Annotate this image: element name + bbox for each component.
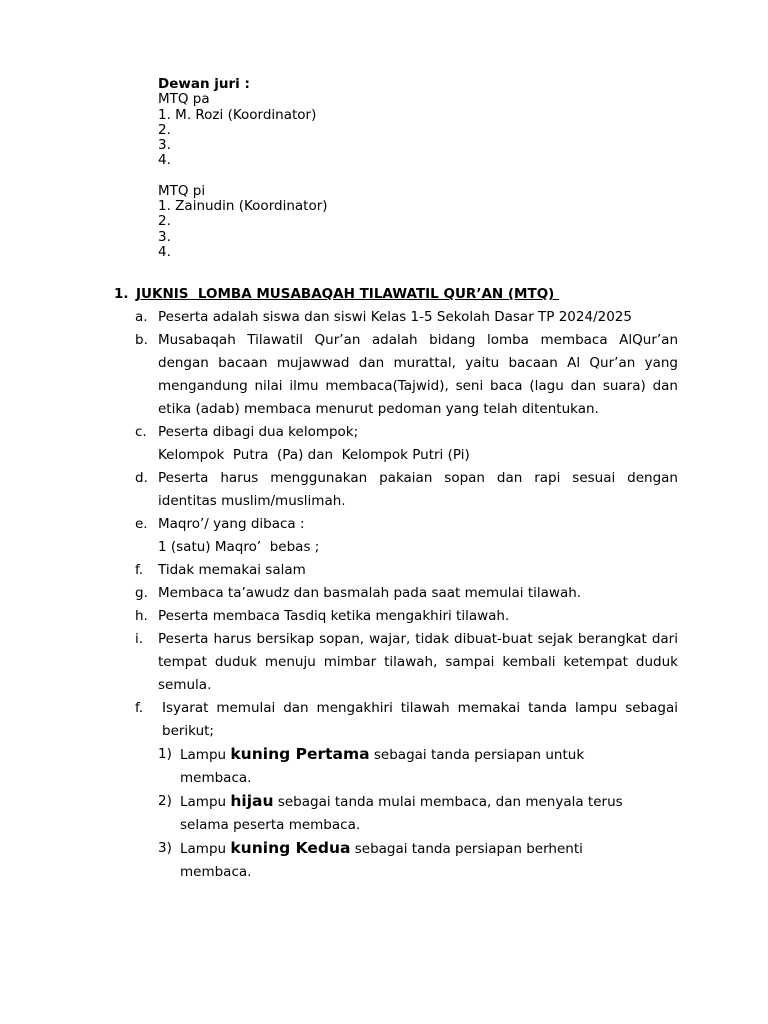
list-marker: f. bbox=[135, 700, 144, 716]
list-item bbox=[130, 421, 678, 467]
lamp-text-pre: Lampu bbox=[180, 794, 231, 810]
lamp-text-post: sebagai tanda persiapan untuk bbox=[369, 747, 585, 763]
jury-pa-member: 4. bbox=[158, 152, 171, 169]
list-item bbox=[130, 559, 678, 582]
lamp-text-post: sebagai tanda mulai membaca, dan menyala terus bbox=[273, 794, 623, 810]
lamp-text-post: sebagai tanda persiapan berhenti bbox=[350, 841, 583, 857]
list-item-text: Peserta harus menggunakan pakaian sopan dan rapi sesuai dengan identitas muslim/muslimah. bbox=[158, 470, 678, 509]
list-marker: g. bbox=[135, 585, 148, 601]
jury-pi-member: 3. bbox=[158, 228, 171, 245]
jury-pi-label: MTQ pi bbox=[158, 182, 206, 199]
list-marker: b. bbox=[135, 332, 148, 348]
list-item-text: Membaca ta’awudz dan basmalah pada saat memulai tilawah. bbox=[158, 585, 582, 601]
jury-title: Dewan juri : bbox=[158, 76, 250, 92]
list-marker: h. bbox=[135, 608, 148, 624]
lamp-item bbox=[158, 837, 678, 884]
list-item bbox=[130, 467, 678, 513]
jury-section bbox=[158, 77, 328, 260]
list-item-text: Peserta dibagi dua kelompok; bbox=[158, 424, 359, 440]
section-heading bbox=[114, 284, 714, 304]
list-item-text: 1 (satu) Maqro’ bebas ; bbox=[158, 539, 320, 555]
lamp-text-cont: selama peserta membaca. bbox=[180, 817, 361, 833]
list-item-text: Musabaqah Tilawatil Qur’an adalah bidang lomba membaca AlQur’an dengan bacaan mujawwad dan murattal, yaitu bacaan Al Qur’an yang mengandung nilai ilmu membaca(Tajwid), seni baca (lagu dan suara) dan etika (adab) membaca menurut pedoman yang telah ditentukan. bbox=[158, 332, 678, 417]
section-title: JUKNIS LOMBA MUSABAQAH TILAWATIL QUR’AN (MTQ) bbox=[136, 286, 560, 302]
list-marker: d. bbox=[135, 470, 148, 486]
list-item-text: Tidak memakai salam bbox=[158, 562, 306, 578]
jury-pa-member: 1. M. Rozi (Koordinator) bbox=[158, 106, 317, 123]
lamp-text-cont: membaca. bbox=[180, 770, 252, 786]
jury-pa-label: MTQ pa bbox=[158, 91, 210, 108]
jury-pa-member: 2. bbox=[158, 121, 171, 138]
list-marker: c. bbox=[135, 424, 147, 440]
list-item bbox=[130, 329, 678, 421]
jury-pi-member: 2. bbox=[158, 213, 171, 230]
lamp-color: kuning Pertama bbox=[230, 745, 370, 763]
jury-pa-member: 3. bbox=[158, 137, 171, 154]
list-item-text: Kelompok Putra (Pa) dan Kelompok Putri (Pi) bbox=[158, 447, 470, 463]
rules-list bbox=[130, 306, 678, 884]
list-item bbox=[130, 513, 678, 559]
lamp-marker: 1) bbox=[158, 746, 172, 762]
lamp-text-cont: membaca. bbox=[180, 864, 252, 880]
list-marker: a. bbox=[135, 309, 148, 325]
list-marker: f. bbox=[135, 562, 144, 578]
jury-pi-member: 4. bbox=[158, 243, 171, 260]
list-item bbox=[130, 582, 678, 605]
lamp-text-pre: Lampu bbox=[180, 841, 231, 857]
list-item-text: Peserta harus bersikap sopan, wajar, tidak dibuat-buat sejak berangkat dari tempat duduk menuju mimbar tilawah, sampai kembali ketempat duduk semula. bbox=[158, 631, 678, 693]
lamp-color: hijau bbox=[230, 792, 274, 810]
list-item bbox=[130, 605, 678, 628]
jury-pi-member: 1. Zainudin (Koordinator) bbox=[158, 198, 328, 215]
list-item bbox=[130, 628, 678, 697]
list-item-text: Peserta adalah siswa dan siswi Kelas 1-5 Sekolah Dasar TP 2024/2025 bbox=[158, 309, 632, 325]
list-marker: i. bbox=[135, 631, 144, 647]
list-item bbox=[130, 697, 678, 884]
lamp-item bbox=[158, 743, 678, 790]
section-number: 1. bbox=[114, 286, 129, 302]
lamp-marker: 3) bbox=[158, 840, 172, 856]
lamp-color: kuning Kedua bbox=[230, 839, 351, 857]
lamp-text-pre: Lampu bbox=[180, 747, 231, 763]
list-item-text: Peserta membaca Tasdiq ketika mengakhiri tilawah. bbox=[158, 608, 510, 624]
lamp-item bbox=[158, 790, 678, 837]
lamp-marker: 2) bbox=[158, 793, 172, 809]
list-item-text: Isyarat memulai dan mengakhiri tilawah memakai tanda lampu sebagai berikut; bbox=[162, 700, 678, 739]
list-item-text: Maqro’/ yang dibaca : bbox=[158, 516, 305, 532]
list-marker: e. bbox=[135, 516, 148, 532]
list-item bbox=[130, 306, 678, 329]
